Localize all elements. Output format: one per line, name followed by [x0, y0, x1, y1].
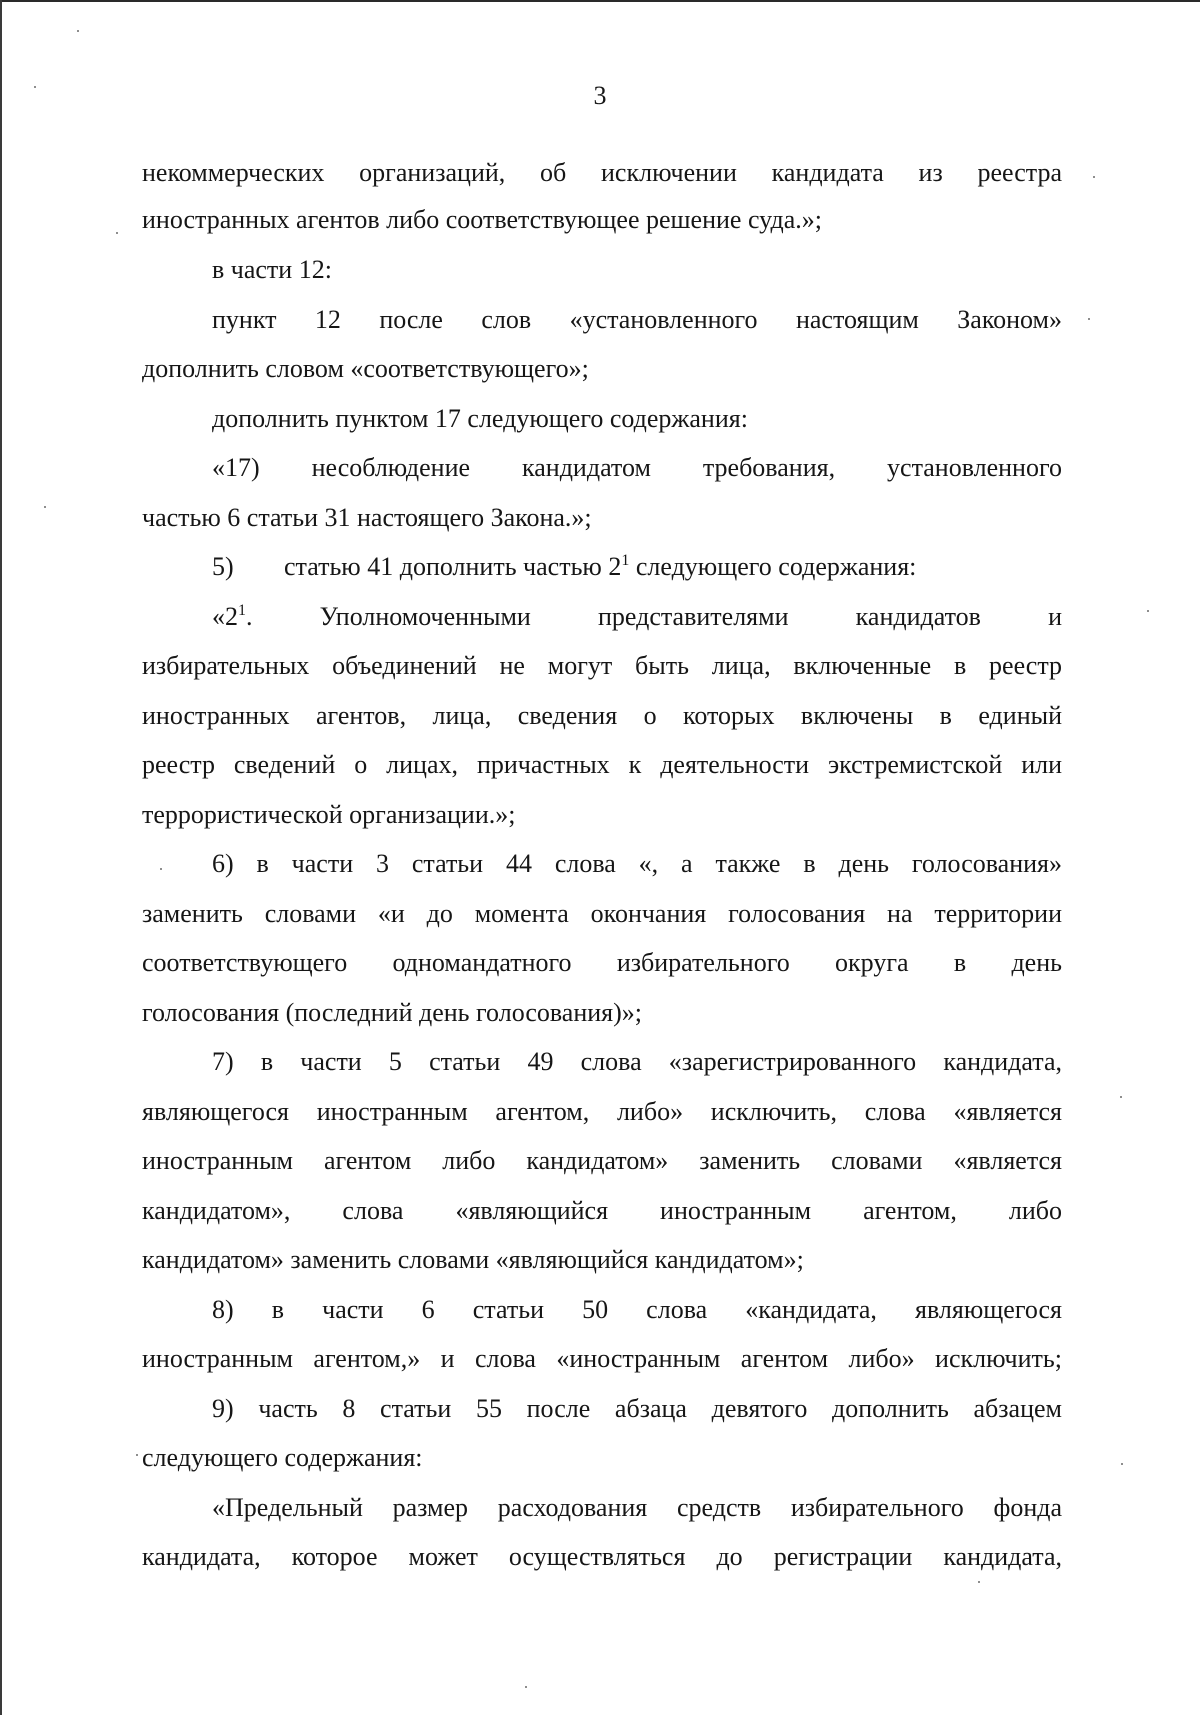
scan-speck [1120, 1096, 1122, 1098]
text-line: кандидатом», слова «являющийся иностранным агентом, либо [142, 1196, 1062, 1225]
scan-speck [77, 30, 79, 32]
scan-speck [525, 1686, 527, 1688]
scan-speck [1147, 610, 1149, 612]
scan-speck [116, 232, 118, 234]
text-line: избирательных объединений не могут быть лица, включенные в реестр [142, 651, 1062, 680]
text-line: некоммерческих организаций, об исключении кандидата из реестра [142, 158, 1062, 187]
text-line: заменить словами «и до момента окончания голосования на территории [142, 899, 1062, 928]
superscript: 1 [621, 552, 630, 569]
text-line: иностранным агентом либо кандидатом» заменить словами «является [142, 1146, 1062, 1175]
scan-edge-left [0, 0, 2, 1715]
item-text: следующего содержания: [629, 552, 917, 581]
text-line: пункт 12 после слов «установленного настоящим Законом» [212, 305, 1062, 334]
text-line: дополнить пунктом 17 следующего содержания: [212, 404, 748, 433]
text-line: дополнить словом «соответствующего»; [142, 354, 589, 383]
page-number: 3 [593, 81, 607, 110]
scan-edge-top [0, 0, 1200, 2]
text-line: 8) в части 6 статьи 50 слова «кандидата, являющегося [212, 1295, 1062, 1324]
text-line: реестр сведений о лицах, причастных к деятельности экстремистской или [142, 750, 1062, 779]
text-line: следующего содержания: [142, 1443, 423, 1472]
text-line: иностранных агентов либо соответствующее решение суда.»; [142, 205, 822, 234]
text-line: являющегося иностранным агентом, либо» исключить, слова «является [142, 1097, 1062, 1126]
text-line: террористической организации.»; [142, 800, 516, 829]
line-text: . Уполномоченными представителями кандидатов и [246, 602, 1062, 631]
text-line: «Предельный размер расходования средств избирательного фонда [212, 1493, 1062, 1522]
text-line: иностранных агентов, лица, сведения о которых включены в единый [142, 701, 1062, 730]
amendment-item-5 [212, 551, 1062, 583]
text-line [212, 601, 1062, 633]
text-line: соответствующего одномандатного избирательного округа в день [142, 948, 1062, 977]
scan-speck [44, 506, 46, 508]
quote-prefix: «2 [212, 602, 238, 631]
item-text: статью 41 дополнить частью 2 [284, 552, 622, 581]
scan-speck [1088, 318, 1090, 320]
item-number: 5) [212, 552, 234, 581]
scan-speck [136, 1454, 138, 1456]
scan-speck [978, 1581, 980, 1583]
text-line: 9) часть 8 статьи 55 после абзаца девятого дополнить абзацем [212, 1394, 1062, 1423]
scan-speck [1121, 1463, 1123, 1465]
text-line: кандидатом» заменить словами «являющийся кандидатом»; [142, 1245, 804, 1274]
text-line: кандидата, которое может осуществляться до регистрации кандидата, [142, 1542, 1062, 1571]
text-line: иностранным агентом,» и слова «иностранным агентом либо» исключить; [142, 1344, 1062, 1373]
text-line: «17) несоблюдение кандидатом требования, установленного [212, 453, 1062, 482]
text-line: частью 6 статьи 31 настоящего Закона.»; [142, 503, 592, 532]
text-line: 6) в части 3 статьи 44 слова «, а также в день голосования» [212, 849, 1062, 878]
superscript: 1 [238, 602, 246, 619]
text-line: в части 12: [212, 255, 332, 284]
text-line: голосования (последний день голосования)»; [142, 998, 643, 1027]
scan-speck [1093, 176, 1095, 178]
text-line: 7) в части 5 статьи 49 слова «зарегистрированного кандидата, [212, 1047, 1062, 1076]
scan-speck [160, 868, 162, 870]
